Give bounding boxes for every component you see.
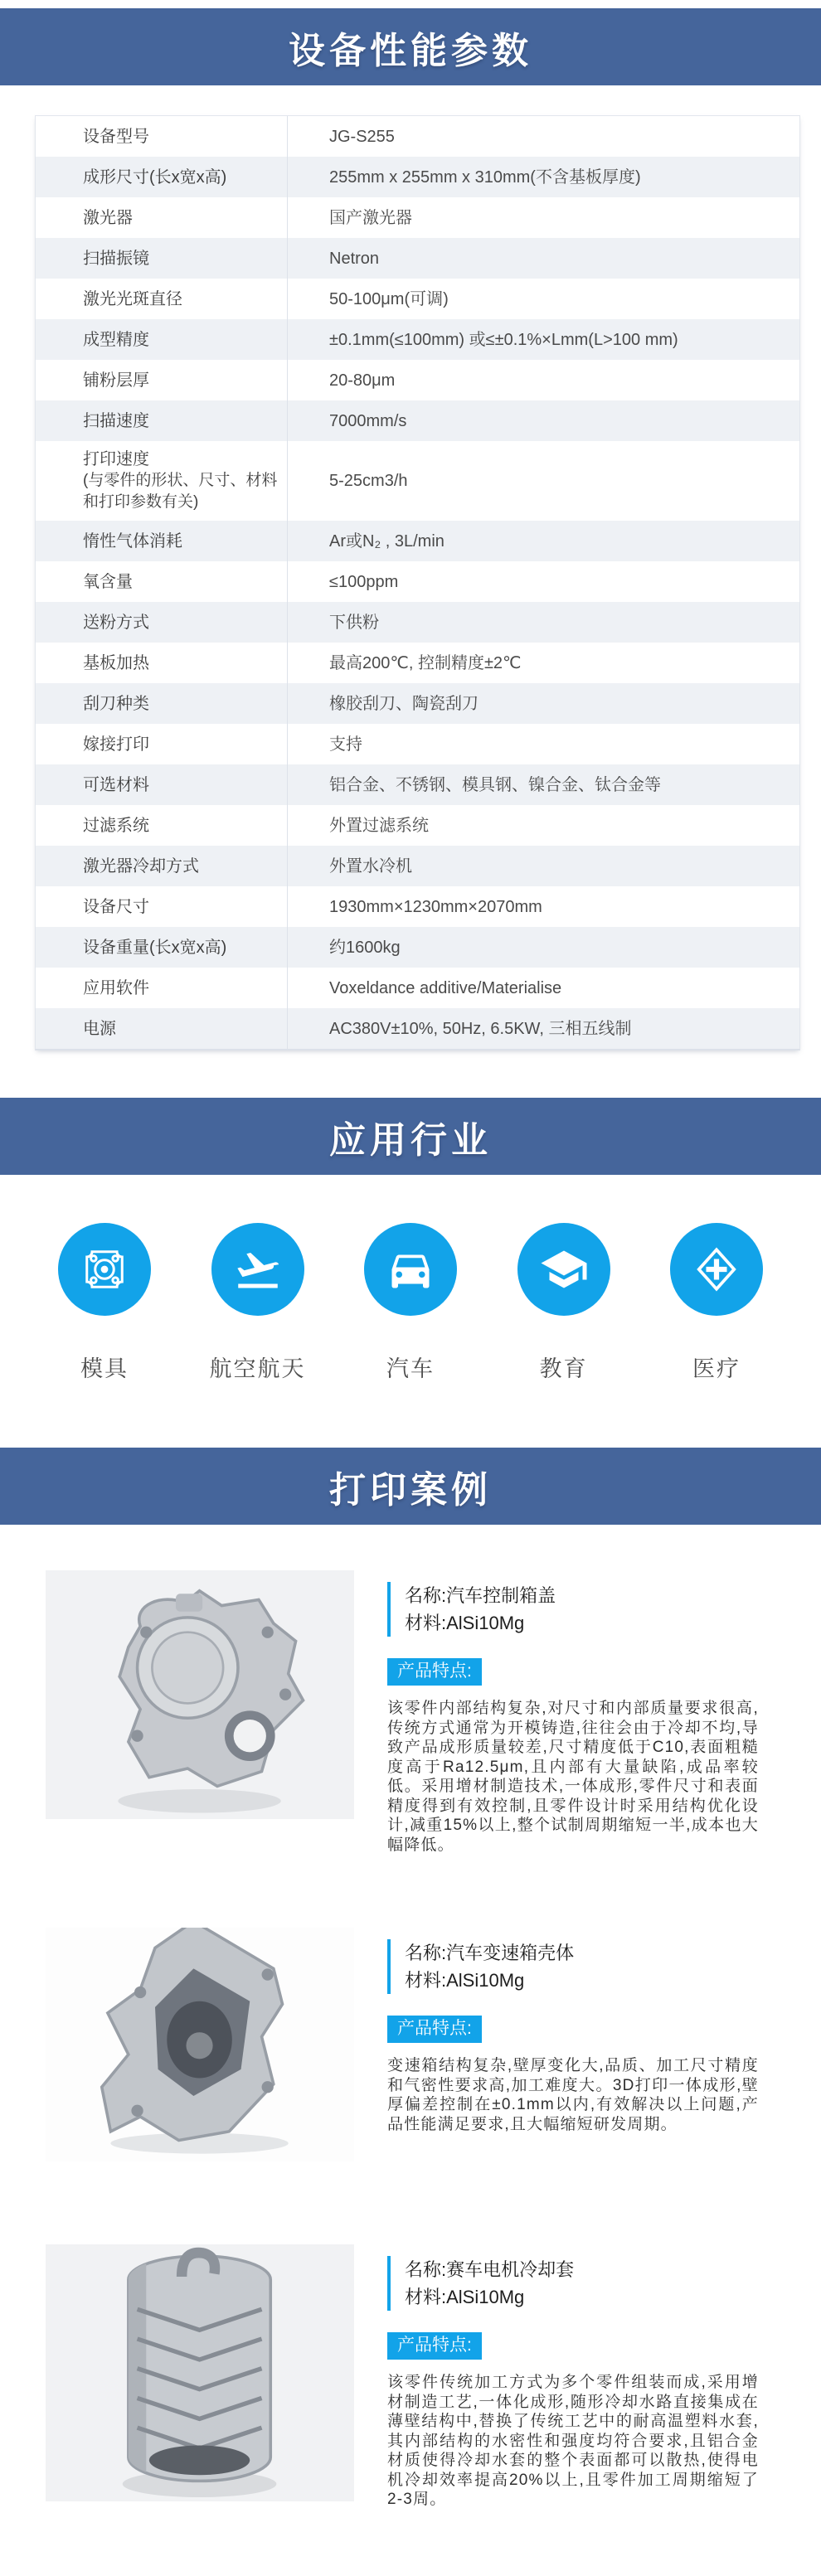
spec-row-value-cell bbox=[288, 968, 799, 1008]
graduation-cap-icon bbox=[517, 1223, 610, 1316]
case-feature-badge: 产品特点: bbox=[387, 1658, 482, 1686]
spec-table-row bbox=[36, 400, 799, 441]
airplane-icon bbox=[211, 1223, 304, 1316]
spec-row-value-cell bbox=[288, 764, 799, 805]
spec-row-label-cell bbox=[36, 602, 288, 643]
spec-row-label: 打印速度 bbox=[83, 450, 149, 468]
medical-cross-icon bbox=[670, 1223, 763, 1316]
spec-row-label-cell bbox=[36, 683, 288, 724]
spec-table-row bbox=[36, 1008, 799, 1049]
spec-row-value: Netron bbox=[329, 249, 380, 268]
print-case bbox=[46, 1928, 821, 2161]
industry-label: 汽车 bbox=[386, 1356, 435, 1381]
spec-row-label-cell bbox=[36, 116, 288, 157]
spec-table-row bbox=[36, 968, 799, 1008]
spec-row-label-cell bbox=[36, 319, 288, 360]
spec-row-label-cell bbox=[36, 238, 288, 279]
spec-row-value: 约1600kg bbox=[329, 938, 401, 957]
spec-row-label: 氧含量 bbox=[83, 572, 133, 591]
spec-row-label: 过滤系统 bbox=[83, 816, 149, 835]
spec-row-value-cell bbox=[288, 846, 799, 886]
spec-row-value-cell bbox=[288, 927, 799, 968]
spec-row-label-cell bbox=[36, 561, 288, 602]
spec-row-label-cell bbox=[36, 197, 288, 238]
spec-row-label-cell bbox=[36, 643, 288, 683]
case-material: 材料:AlSi10Mg bbox=[405, 2287, 525, 2307]
industries-section-banner bbox=[0, 1098, 821, 1175]
industry-item bbox=[192, 1223, 324, 1383]
spec-section-banner bbox=[0, 8, 821, 85]
spec-row-value: 外置过滤系统 bbox=[329, 816, 429, 835]
spec-row-label-cell bbox=[36, 764, 288, 805]
spec-row-label: 激光光斑直径 bbox=[83, 289, 182, 308]
case-text-block bbox=[387, 2244, 759, 2510]
spec-table-row bbox=[36, 319, 799, 360]
spec-row-label: 送粉方式 bbox=[83, 613, 149, 632]
spec-table-row bbox=[36, 561, 799, 602]
motor-cooling-jacket-photo bbox=[46, 2244, 354, 2501]
case-title-block bbox=[387, 1582, 759, 1637]
spec-row-label: 刮刀种类 bbox=[83, 694, 149, 713]
spec-row-value: JG-S255 bbox=[329, 127, 395, 146]
spec-row-value-cell bbox=[288, 683, 799, 724]
spec-row-sublabel: (与零件的形状、尺寸、材料和打印参数有关) bbox=[83, 472, 278, 511]
spec-row-label: 设备型号 bbox=[83, 127, 149, 146]
spec-row-value: 20-80μm bbox=[329, 371, 396, 390]
case-name: 名称:赛车电机冷却套 bbox=[405, 2259, 575, 2280]
spec-row-value: ≤100ppm bbox=[329, 572, 399, 591]
spec-table-row bbox=[36, 238, 799, 279]
spec-row-label: 应用软件 bbox=[83, 978, 149, 997]
spec-row-value-cell bbox=[288, 400, 799, 441]
spec-row-value: Ar或N₂ , 3L/min bbox=[329, 531, 445, 551]
spec-row-value: ±0.1mm(≤100mm) 或≤±0.1%×Lmm(L>100 mm) bbox=[329, 330, 678, 349]
case-title-block bbox=[387, 1939, 759, 1994]
spec-table-row bbox=[36, 927, 799, 968]
case-title-block bbox=[387, 2256, 759, 2311]
case-description: 变速箱结构复杂,壁厚变化大,品质、加工尺寸精度和气密性要求高,加工难度大。3D打印一体成形,壁厚偏差控制在±0.1mm以内,有效解决以上问题,产品性能满足要求,且大幅缩短研发周期。 bbox=[387, 2057, 759, 2133]
industry-item bbox=[650, 1223, 783, 1383]
spec-row-label: 扫描速度 bbox=[83, 411, 149, 430]
case-material: 材料:AlSi10Mg bbox=[405, 1613, 525, 1633]
industries-section-title: 应用行业 bbox=[329, 1119, 492, 1161]
spec-table-row bbox=[36, 360, 799, 400]
gearbox-housing-photo bbox=[46, 1928, 354, 2161]
industry-label: 医疗 bbox=[692, 1356, 741, 1381]
industries-row bbox=[0, 1223, 821, 1383]
spec-row-value-cell bbox=[288, 1008, 799, 1049]
spec-row-value: 7000mm/s bbox=[329, 411, 407, 430]
spec-row-label-cell bbox=[36, 521, 288, 561]
spec-row-value: AC380V±10%, 50Hz, 6.5KW, 三相五线制 bbox=[329, 1019, 632, 1038]
case-description: 该零件传统加工方式为多个零件组装而成,采用增材制造工艺,一体化成形,随形冷却水路直接集成在薄壁结构中,替换了传统工艺中的耐高温塑料水套,其内部结构的水密性和强度均符合要求,且铝合金材质使得冷却水套的整个表面都可以散热,使得电机冷却效率提高20%以上,且零件加工周期缩短了2-3周。 bbox=[387, 2374, 759, 2508]
spec-table-row bbox=[36, 683, 799, 724]
spec-table bbox=[35, 115, 800, 1050]
spec-row-label: 扫描振镜 bbox=[83, 249, 149, 268]
spec-row-label-cell bbox=[36, 157, 288, 197]
spec-table-row bbox=[36, 521, 799, 561]
spec-table-row bbox=[36, 116, 799, 157]
spec-row-value-cell bbox=[288, 157, 799, 197]
case-material: 材料:AlSi10Mg bbox=[405, 1970, 525, 1991]
spec-row-label-cell bbox=[36, 441, 288, 521]
spec-row-label-cell bbox=[36, 886, 288, 927]
spec-row-label: 嫁接打印 bbox=[83, 735, 149, 754]
mold-icon bbox=[58, 1223, 151, 1316]
spec-table-row bbox=[36, 279, 799, 319]
spec-row-label-cell bbox=[36, 279, 288, 319]
spec-row-value: 铝合金、不锈钢、模具钢、镍合金、钛合金等 bbox=[329, 775, 661, 794]
industry-label: 航空航天 bbox=[209, 1356, 306, 1381]
case-text-block bbox=[387, 1928, 759, 2161]
spec-section-title: 设备性能参数 bbox=[289, 30, 532, 71]
spec-row-value: 国产激光器 bbox=[329, 208, 412, 227]
spec-table-row bbox=[36, 602, 799, 643]
spec-table-row bbox=[36, 197, 799, 238]
cases-section-banner bbox=[0, 1448, 821, 1525]
industry-item bbox=[344, 1223, 477, 1383]
spec-table-row bbox=[36, 724, 799, 764]
bottom-whitespace bbox=[0, 2510, 821, 2576]
cases-section-title: 打印案例 bbox=[329, 1469, 492, 1511]
industry-label: 教育 bbox=[539, 1356, 588, 1381]
spec-row-value: 5-25cm3/h bbox=[329, 472, 408, 490]
spec-row-label-cell bbox=[36, 1008, 288, 1049]
case-feature-badge: 产品特点: bbox=[387, 2332, 482, 2360]
spec-row-label-cell bbox=[36, 360, 288, 400]
spec-row-value: 外置水冷机 bbox=[329, 856, 412, 876]
spec-row-label: 电源 bbox=[83, 1019, 116, 1038]
spec-table-row bbox=[36, 805, 799, 846]
spec-row-label: 设备重量(长x宽x高) bbox=[83, 938, 227, 957]
spec-row-label-cell bbox=[36, 927, 288, 968]
spec-row-value: 橡胶刮刀、陶瓷刮刀 bbox=[329, 694, 479, 713]
car-icon bbox=[364, 1223, 457, 1316]
spec-row-label: 铺粉层厚 bbox=[83, 371, 149, 390]
case-name: 名称:汽车控制箱盖 bbox=[405, 1585, 556, 1606]
spec-row-label: 可选材料 bbox=[83, 775, 149, 794]
spec-row-value-cell bbox=[288, 805, 799, 846]
spec-row-label: 基板加热 bbox=[83, 653, 149, 672]
spec-row-label: 激光器冷却方式 bbox=[83, 856, 199, 876]
spec-row-label-cell bbox=[36, 805, 288, 846]
industry-item bbox=[38, 1223, 171, 1383]
spec-row-value-cell bbox=[288, 643, 799, 683]
case-feature-badge: 产品特点: bbox=[387, 2016, 482, 2043]
spec-table-row bbox=[36, 441, 799, 521]
industry-label: 模具 bbox=[80, 1356, 129, 1381]
spec-row-value: 最高200℃, 控制精度±2℃ bbox=[329, 653, 522, 672]
spec-row-label-cell bbox=[36, 846, 288, 886]
industry-item bbox=[498, 1223, 630, 1383]
spec-row-value-cell bbox=[288, 441, 799, 521]
spec-row-label: 惰性气体消耗 bbox=[83, 531, 182, 551]
case-list bbox=[0, 1570, 821, 2510]
spec-table-row bbox=[36, 886, 799, 927]
spec-table-row bbox=[36, 643, 799, 683]
print-case bbox=[46, 1570, 821, 1855]
spec-row-value-cell bbox=[288, 360, 799, 400]
spec-row-label: 成型精度 bbox=[83, 330, 149, 349]
car-control-box-cover-photo bbox=[46, 1570, 354, 1819]
spec-row-label-cell bbox=[36, 724, 288, 764]
print-case bbox=[46, 2244, 821, 2510]
spec-row-label: 设备尺寸 bbox=[83, 897, 149, 916]
spec-table-row bbox=[36, 157, 799, 197]
spec-row-value-cell bbox=[288, 116, 799, 157]
case-text-block bbox=[387, 1570, 759, 1855]
spec-row-value: Voxeldance additive/Materialise bbox=[329, 978, 562, 997]
spec-row-value-cell bbox=[288, 602, 799, 643]
spec-row-value: 支持 bbox=[329, 735, 362, 754]
spec-row-label: 成形尺寸(长x宽x高) bbox=[83, 167, 227, 187]
spec-row-value-cell bbox=[288, 279, 799, 319]
spec-row-value: 1930mm×1230mm×2070mm bbox=[329, 897, 542, 916]
spec-row-value-cell bbox=[288, 724, 799, 764]
spec-row-value: 50-100μm(可调) bbox=[329, 289, 449, 308]
spec-row-value-cell bbox=[288, 521, 799, 561]
case-description: 该零件内部结构复杂,对尺寸和内部质量要求很高,传统方式通常为开模铸造,往往会由于冷却不均,导致产品成形质量较差,尺寸精度低于C10,表面粗糙度高于Ra12.5μm,且内部有大量缺陷,成品率较低。采用增材制造技术,一体成形,零件尺寸和表面精度得到有效控制,且零件设计时采用结构优化设计,减重15%以上,整个试制周期缩短一半,成本也大幅降低。 bbox=[387, 1700, 759, 1854]
spec-row-label: 激光器 bbox=[83, 208, 133, 227]
spec-row-value-cell bbox=[288, 886, 799, 927]
spec-table-row bbox=[36, 846, 799, 886]
spec-row-value: 下供粉 bbox=[329, 613, 379, 632]
spec-table-row bbox=[36, 764, 799, 805]
spec-row-value-cell bbox=[288, 197, 799, 238]
spec-row-value-cell bbox=[288, 319, 799, 360]
spec-row-value-cell bbox=[288, 238, 799, 279]
spec-row-label-cell bbox=[36, 400, 288, 441]
case-name: 名称:汽车变速箱壳体 bbox=[405, 1943, 575, 1963]
spec-row-label-cell bbox=[36, 968, 288, 1008]
spec-row-value-cell bbox=[288, 561, 799, 602]
spec-row-value: 255mm x 255mm x 310mm(不含基板厚度) bbox=[329, 167, 641, 187]
